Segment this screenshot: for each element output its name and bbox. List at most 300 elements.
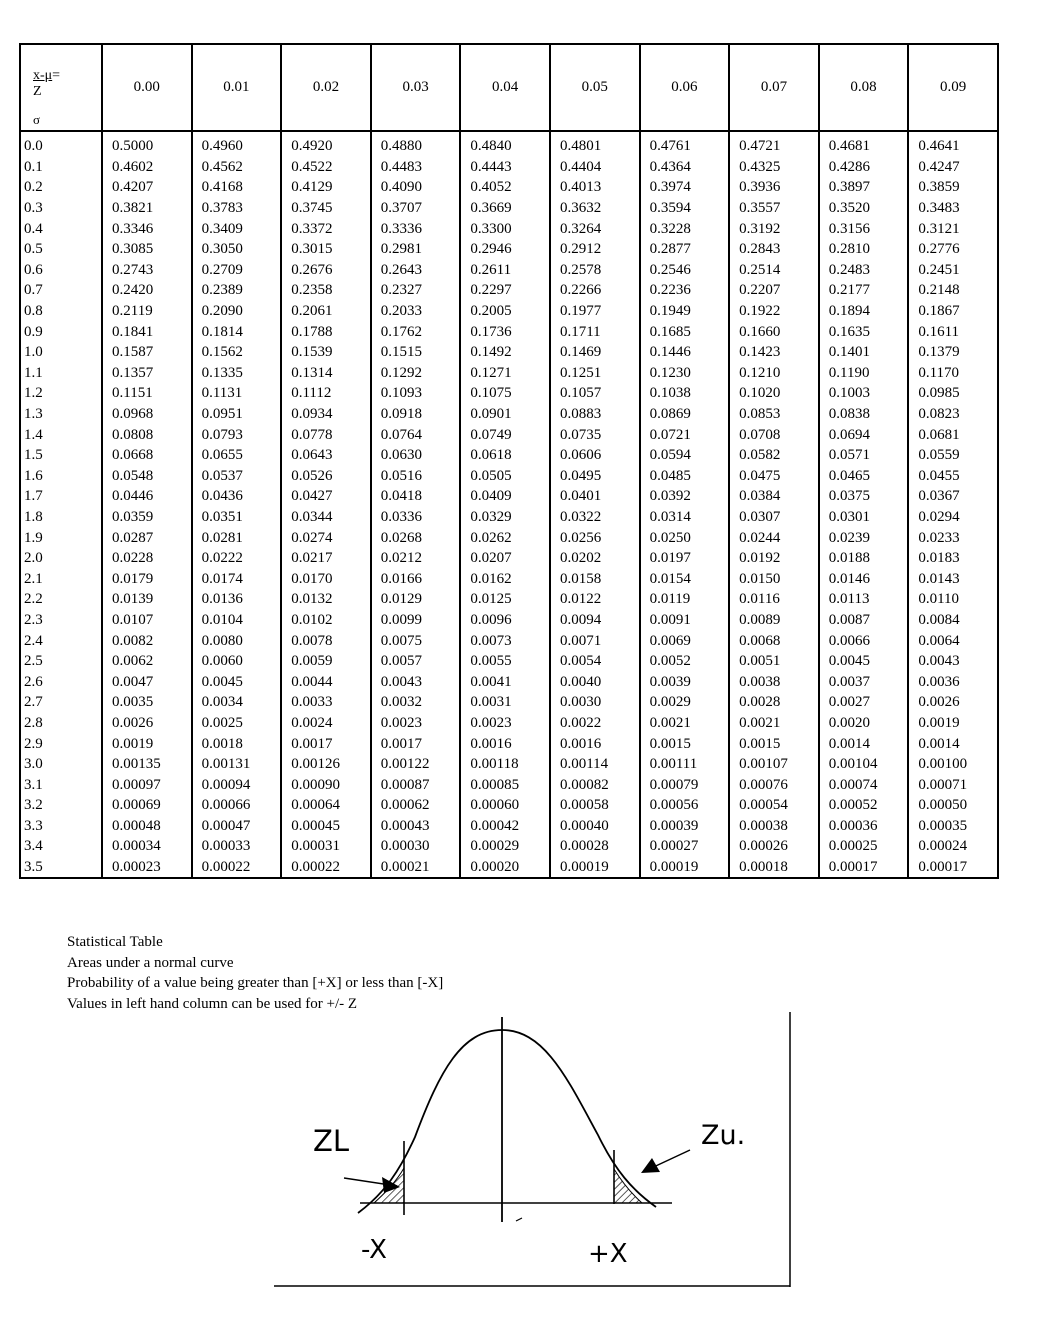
probability-cell: 0.00038: [729, 816, 819, 837]
probability-cell: 0.0222: [192, 548, 282, 569]
probability-cell: 0.0838: [819, 404, 909, 425]
probability-cell: 0.0217: [281, 548, 371, 569]
probability-cell: 0.1093: [371, 383, 461, 404]
probability-cell: 0.0212: [371, 548, 461, 569]
probability-cell: 0.2946: [460, 239, 550, 260]
probability-cell: 0.4168: [192, 177, 282, 198]
z-formula-z: Z: [33, 84, 42, 99]
probability-cell: 0.0537: [192, 466, 282, 487]
probability-cell: 0.4920: [281, 131, 371, 157]
probability-cell: 0.0485: [640, 466, 730, 487]
probability-cell: 0.1539: [281, 342, 371, 363]
z-value-cell: 2.4: [20, 630, 102, 651]
probability-cell: 0.1867: [908, 301, 998, 322]
probability-cell: 0.1151: [102, 383, 192, 404]
probability-cell: 0.4483: [371, 157, 461, 178]
probability-cell: 0.2743: [102, 260, 192, 281]
probability-cell: 0.0113: [819, 589, 909, 610]
probability-cell: 0.2297: [460, 280, 550, 301]
probability-cell: 0.4090: [371, 177, 461, 198]
probability-cell: 0.0853: [729, 404, 819, 425]
probability-cell: 0.2810: [819, 239, 909, 260]
probability-cell: 0.4840: [460, 131, 550, 157]
probability-cell: 0.0045: [192, 671, 282, 692]
probability-cell: 0.0367: [908, 486, 998, 507]
probability-cell: 0.0294: [908, 507, 998, 528]
probability-cell: 0.00122: [371, 754, 461, 775]
probability-cell: 0.4013: [550, 177, 640, 198]
caption-line-1: Areas under a normal curve: [67, 954, 234, 971]
probability-cell: 0.3707: [371, 198, 461, 219]
probability-cell: 0.1515: [371, 342, 461, 363]
probability-cell: 0.3745: [281, 198, 371, 219]
probability-cell: 0.0026: [908, 692, 998, 713]
probability-cell: 0.5000: [102, 131, 192, 157]
probability-cell: 0.0901: [460, 404, 550, 425]
probability-cell: 0.0039: [640, 671, 730, 692]
probability-cell: 0.00043: [371, 816, 461, 837]
probability-cell: 0.0179: [102, 568, 192, 589]
z-value-cell: 3.5: [20, 857, 102, 879]
probability-cell: 0.0019: [102, 733, 192, 754]
probability-cell: 0.1611: [908, 321, 998, 342]
probability-cell: 0.0052: [640, 651, 730, 672]
probability-cell: 0.1711: [550, 321, 640, 342]
probability-cell: 0.1762: [371, 321, 461, 342]
probability-cell: 0.0091: [640, 610, 730, 631]
probability-cell: 0.3632: [550, 198, 640, 219]
probability-cell: 0.0064: [908, 630, 998, 651]
probability-cell: 0.4522: [281, 157, 371, 178]
probability-cell: 0.0110: [908, 589, 998, 610]
probability-cell: 0.00118: [460, 754, 550, 775]
probability-cell: 0.0244: [729, 527, 819, 548]
probability-cell: 0.0344: [281, 507, 371, 528]
probability-cell: 0.00069: [102, 795, 192, 816]
probability-cell: 0.0119: [640, 589, 730, 610]
probability-cell: 0.0548: [102, 466, 192, 487]
probability-cell: 0.0384: [729, 486, 819, 507]
probability-cell: 0.0102: [281, 610, 371, 631]
z-value-cell: 3.0: [20, 754, 102, 775]
probability-cell: 0.2776: [908, 239, 998, 260]
probability-cell: 0.0016: [550, 733, 640, 754]
probability-cell: 0.00090: [281, 774, 371, 795]
probability-cell: 0.1660: [729, 321, 819, 342]
probability-cell: 0.0197: [640, 548, 730, 569]
probability-cell: 0.0015: [640, 733, 730, 754]
probability-cell: 0.0655: [192, 445, 282, 466]
probability-cell: 0.00036: [819, 816, 909, 837]
probability-cell: 0.0122: [550, 589, 640, 610]
probability-cell: 0.0418: [371, 486, 461, 507]
z-value-cell: 2.0: [20, 548, 102, 569]
probability-cell: 0.0041: [460, 671, 550, 692]
probability-cell: 0.00033: [192, 836, 282, 857]
probability-cell: 0.00018: [729, 857, 819, 879]
probability-cell: 0.00035: [908, 816, 998, 837]
probability-cell: 0.3409: [192, 218, 282, 239]
probability-cell: 0.00019: [550, 857, 640, 879]
probability-cell: 0.0080: [192, 630, 282, 651]
probability-cell: 0.0026: [102, 713, 192, 734]
probability-cell: 0.0582: [729, 445, 819, 466]
probability-cell: 0.0021: [729, 713, 819, 734]
probability-cell: 0.0055: [460, 651, 550, 672]
probability-cell: 0.1814: [192, 321, 282, 342]
probability-cell: 0.0023: [371, 713, 461, 734]
probability-cell: 0.0951: [192, 404, 282, 425]
probability-cell: 0.0823: [908, 404, 998, 425]
probability-cell: 0.3346: [102, 218, 192, 239]
probability-cell: 0.3483: [908, 198, 998, 219]
probability-cell: 0.0023: [460, 713, 550, 734]
z-formula-equals: =: [52, 68, 61, 83]
probability-cell: 0.2912: [550, 239, 640, 260]
probability-cell: 0.0668: [102, 445, 192, 466]
probability-cell: 0.00029: [460, 836, 550, 857]
probability-cell: 0.2061: [281, 301, 371, 322]
probability-cell: 0.0934: [281, 404, 371, 425]
probability-cell: 0.1230: [640, 363, 730, 384]
probability-cell: 0.0154: [640, 568, 730, 589]
plus-x-label: +X: [588, 1239, 628, 1269]
probability-cell: 0.00062: [371, 795, 461, 816]
probability-cell: 0.4681: [819, 131, 909, 157]
probability-cell: 0.4247: [908, 157, 998, 178]
probability-cell: 0.1949: [640, 301, 730, 322]
probability-cell: 0.3156: [819, 218, 909, 239]
probability-cell: 0.1314: [281, 363, 371, 384]
probability-cell: 0.0808: [102, 424, 192, 445]
probability-cell: 0.2327: [371, 280, 461, 301]
probability-cell: 0.0015: [729, 733, 819, 754]
z-value-cell: 1.1: [20, 363, 102, 384]
probability-cell: 0.0104: [192, 610, 282, 631]
z-value-cell: 1.5: [20, 445, 102, 466]
probability-cell: 0.2483: [819, 260, 909, 281]
probability-cell: 0.0087: [819, 610, 909, 631]
probability-cell: 0.0038: [729, 671, 819, 692]
probability-cell: 0.0094: [550, 610, 640, 631]
probability-cell: 0.0060: [192, 651, 282, 672]
probability-cell: 0.0089: [729, 610, 819, 631]
probability-cell: 0.0018: [192, 733, 282, 754]
probability-cell: 0.0043: [371, 671, 461, 692]
probability-cell: 0.00094: [192, 774, 282, 795]
probability-cell: 0.0749: [460, 424, 550, 445]
probability-cell: 0.3192: [729, 218, 819, 239]
probability-cell: 0.2207: [729, 280, 819, 301]
probability-cell: 0.0336: [371, 507, 461, 528]
probability-cell: 0.0030: [550, 692, 640, 713]
probability-cell: 0.2578: [550, 260, 640, 281]
probability-cell: 0.00076: [729, 774, 819, 795]
probability-cell: 0.1003: [819, 383, 909, 404]
probability-cell: 0.0287: [102, 527, 192, 548]
column-header: 0.05: [550, 44, 640, 131]
probability-cell: 0.0073: [460, 630, 550, 651]
probability-cell: 0.0188: [819, 548, 909, 569]
probability-cell: 0.00042: [460, 816, 550, 837]
probability-cell: 0.0116: [729, 589, 819, 610]
probability-cell: 0.2643: [371, 260, 461, 281]
probability-cell: 0.4801: [550, 131, 640, 157]
probability-cell: 0.00082: [550, 774, 640, 795]
probability-cell: 0.1562: [192, 342, 282, 363]
probability-cell: 0.3336: [371, 218, 461, 239]
probability-cell: 0.0436: [192, 486, 282, 507]
probability-cell: 0.1038: [640, 383, 730, 404]
probability-cell: 0.2119: [102, 301, 192, 322]
probability-cell: 0.0918: [371, 404, 461, 425]
probability-cell: 0.00074: [819, 774, 909, 795]
probability-cell: 0.2236: [640, 280, 730, 301]
probability-cell: 0.0082: [102, 630, 192, 651]
probability-cell: 0.4325: [729, 157, 819, 178]
z-value-cell: 1.2: [20, 383, 102, 404]
probability-cell: 0.4129: [281, 177, 371, 198]
probability-cell: 0.0643: [281, 445, 371, 466]
probability-cell: 0.0084: [908, 610, 998, 631]
probability-cell: 0.0125: [460, 589, 550, 610]
column-header: 0.09: [908, 44, 998, 131]
probability-cell: 0.4880: [371, 131, 461, 157]
probability-cell: 0.0078: [281, 630, 371, 651]
probability-cell: 0.00085: [460, 774, 550, 795]
probability-cell: 0.0146: [819, 568, 909, 589]
z-value-cell: 0.5: [20, 239, 102, 260]
probability-cell: 0.0202: [550, 548, 640, 569]
probability-cell: 0.00131: [192, 754, 282, 775]
probability-cell: 0.00034: [102, 836, 192, 857]
probability-cell: 0.1685: [640, 321, 730, 342]
probability-cell: 0.0143: [908, 568, 998, 589]
probability-cell: 0.0375: [819, 486, 909, 507]
probability-cell: 0.3264: [550, 218, 640, 239]
probability-cell: 0.0040: [550, 671, 640, 692]
probability-cell: 0.0618: [460, 445, 550, 466]
probability-cell: 0.4052: [460, 177, 550, 198]
probability-cell: 0.00104: [819, 754, 909, 775]
probability-cell: 0.0427: [281, 486, 371, 507]
probability-cell: 0.2611: [460, 260, 550, 281]
probability-cell: 0.0034: [192, 692, 282, 713]
probability-cell: 0.0526: [281, 466, 371, 487]
probability-cell: 0.4207: [102, 177, 192, 198]
probability-cell: 0.2005: [460, 301, 550, 322]
probability-cell: 0.0401: [550, 486, 640, 507]
probability-cell: 0.1401: [819, 342, 909, 363]
z-value-cell: 1.0: [20, 342, 102, 363]
probability-cell: 0.3859: [908, 177, 998, 198]
probability-cell: 0.00056: [640, 795, 730, 816]
probability-cell: 0.0029: [640, 692, 730, 713]
probability-cell: 0.0045: [819, 651, 909, 672]
z-value-cell: 0.3: [20, 198, 102, 219]
probability-cell: 0.0207: [460, 548, 550, 569]
probability-cell: 0.00048: [102, 816, 192, 837]
probability-cell: 0.0129: [371, 589, 461, 610]
probability-cell: 0.1112: [281, 383, 371, 404]
probability-cell: 0.4364: [640, 157, 730, 178]
column-header: 0.03: [371, 44, 461, 131]
probability-cell: 0.0162: [460, 568, 550, 589]
probability-cell: 0.00027: [640, 836, 730, 857]
probability-cell: 0.0764: [371, 424, 461, 445]
probability-cell: 0.4404: [550, 157, 640, 178]
probability-cell: 0.0020: [819, 713, 909, 734]
probability-cell: 0.00022: [192, 857, 282, 879]
probability-cell: 0.0014: [908, 733, 998, 754]
z-value-cell: 3.1: [20, 774, 102, 795]
probability-cell: 0.00039: [640, 816, 730, 837]
probability-cell: 0.0793: [192, 424, 282, 445]
probability-cell: 0.2877: [640, 239, 730, 260]
probability-cell: 0.3300: [460, 218, 550, 239]
probability-cell: 0.00031: [281, 836, 371, 857]
probability-cell: 0.0409: [460, 486, 550, 507]
probability-cell: 0.3228: [640, 218, 730, 239]
probability-cell: 0.0150: [729, 568, 819, 589]
probability-cell: 0.0032: [371, 692, 461, 713]
probability-cell: 0.2389: [192, 280, 282, 301]
probability-cell: 0.0985: [908, 383, 998, 404]
probability-cell: 0.0044: [281, 671, 371, 692]
probability-cell: 0.00040: [550, 816, 640, 837]
probability-cell: 0.1736: [460, 321, 550, 342]
probability-cell: 0.4286: [819, 157, 909, 178]
z-value-cell: 0.7: [20, 280, 102, 301]
probability-cell: 0.2090: [192, 301, 282, 322]
probability-cell: 0.0174: [192, 568, 282, 589]
probability-cell: 0.00047: [192, 816, 282, 837]
probability-cell: 0.1379: [908, 342, 998, 363]
probability-cell: 0.0071: [550, 630, 640, 651]
probability-cell: 0.4562: [192, 157, 282, 178]
probability-cell: 0.4960: [192, 131, 282, 157]
probability-cell: 0.0735: [550, 424, 640, 445]
probability-cell: 0.0028: [729, 692, 819, 713]
probability-cell: 0.3372: [281, 218, 371, 239]
minus-x-label: -X: [361, 1235, 387, 1265]
probability-cell: 0.0571: [819, 445, 909, 466]
probability-cell: 0.0051: [729, 651, 819, 672]
probability-cell: 0.2451: [908, 260, 998, 281]
z-value-cell: 0.9: [20, 321, 102, 342]
center-tick-mark: [516, 1218, 522, 1221]
probability-cell: 0.0314: [640, 507, 730, 528]
probability-cell: 0.1057: [550, 383, 640, 404]
probability-cell: 0.0075: [371, 630, 461, 651]
probability-cell: 0.1922: [729, 301, 819, 322]
probability-cell: 0.1977: [550, 301, 640, 322]
probability-cell: 0.0019: [908, 713, 998, 734]
probability-cell: 0.2676: [281, 260, 371, 281]
probability-cell: 0.00111: [640, 754, 730, 775]
probability-cell: 0.2981: [371, 239, 461, 260]
column-header: 0.07: [729, 44, 819, 131]
probability-cell: 0.0233: [908, 527, 998, 548]
caption-line-3: Values in left hand column can be used for +/- Z: [67, 995, 358, 1012]
z-value-cell: 2.9: [20, 733, 102, 754]
probability-cell: 0.00030: [371, 836, 461, 857]
probability-cell: 0.0262: [460, 527, 550, 548]
probability-cell: 0.00060: [460, 795, 550, 816]
probability-cell: 0.3821: [102, 198, 192, 219]
probability-cell: 0.0099: [371, 610, 461, 631]
z-value-cell: 3.2: [20, 795, 102, 816]
z-formula-denominator: σ: [33, 112, 41, 127]
probability-cell: 0.0024: [281, 713, 371, 734]
z-value-cell: 0.1: [20, 157, 102, 178]
probability-cell: 0.0096: [460, 610, 550, 631]
probability-cell: 0.1788: [281, 321, 371, 342]
probability-cell: 0.4443: [460, 157, 550, 178]
upper-tail-shading: [614, 1169, 642, 1203]
probability-cell: 0.00058: [550, 795, 640, 816]
probability-cell: 0.0301: [819, 507, 909, 528]
caption-title: Statistical Table: [67, 934, 163, 950]
probability-cell: 0.00050: [908, 795, 998, 816]
probability-cell: 0.0033: [281, 692, 371, 713]
probability-cell: 0.00114: [550, 754, 640, 775]
probability-cell: 0.0239: [819, 527, 909, 548]
probability-cell: 0.00017: [908, 857, 998, 879]
column-header: 0.06: [640, 44, 730, 131]
probability-cell: 0.0066: [819, 630, 909, 651]
z-value-cell: 0.4: [20, 218, 102, 239]
z-value-cell: 0.6: [20, 260, 102, 281]
probability-cell: 0.3520: [819, 198, 909, 219]
z-value-cell: 2.3: [20, 610, 102, 631]
probability-cell: 0.4721: [729, 131, 819, 157]
probability-cell: 0.0132: [281, 589, 371, 610]
probability-cell: 0.0708: [729, 424, 819, 445]
probability-cell: 0.1357: [102, 363, 192, 384]
probability-cell: 0.0594: [640, 445, 730, 466]
probability-cell: 0.2033: [371, 301, 461, 322]
probability-cell: 0.0455: [908, 466, 998, 487]
probability-cell: 0.00107: [729, 754, 819, 775]
probability-cell: 0.1075: [460, 383, 550, 404]
probability-cell: 0.0062: [102, 651, 192, 672]
probability-cell: 0.0392: [640, 486, 730, 507]
probability-cell: 0.1469: [550, 342, 640, 363]
probability-cell: 0.0017: [281, 733, 371, 754]
probability-cell: 0.0021: [640, 713, 730, 734]
z-lower-label: ZL: [313, 1124, 350, 1158]
probability-cell: 0.00020: [460, 857, 550, 879]
probability-cell: 0.0036: [908, 671, 998, 692]
probability-cell: 0.0037: [819, 671, 909, 692]
probability-cell: 0.1210: [729, 363, 819, 384]
probability-cell: 0.0047: [102, 671, 192, 692]
probability-cell: 0.2266: [550, 280, 640, 301]
probability-cell: 0.1841: [102, 321, 192, 342]
probability-cell: 0.0250: [640, 527, 730, 548]
probability-cell: 0.0022: [550, 713, 640, 734]
probability-cell: 0.3557: [729, 198, 819, 219]
probability-cell: 0.0035: [102, 692, 192, 713]
probability-cell: 0.3050: [192, 239, 282, 260]
probability-cell: 0.00052: [819, 795, 909, 816]
probability-cell: 0.1492: [460, 342, 550, 363]
probability-cell: 0.00026: [729, 836, 819, 857]
column-header: 0.04: [460, 44, 550, 131]
probability-cell: 0.3783: [192, 198, 282, 219]
probability-cell: 0.1170: [908, 363, 998, 384]
